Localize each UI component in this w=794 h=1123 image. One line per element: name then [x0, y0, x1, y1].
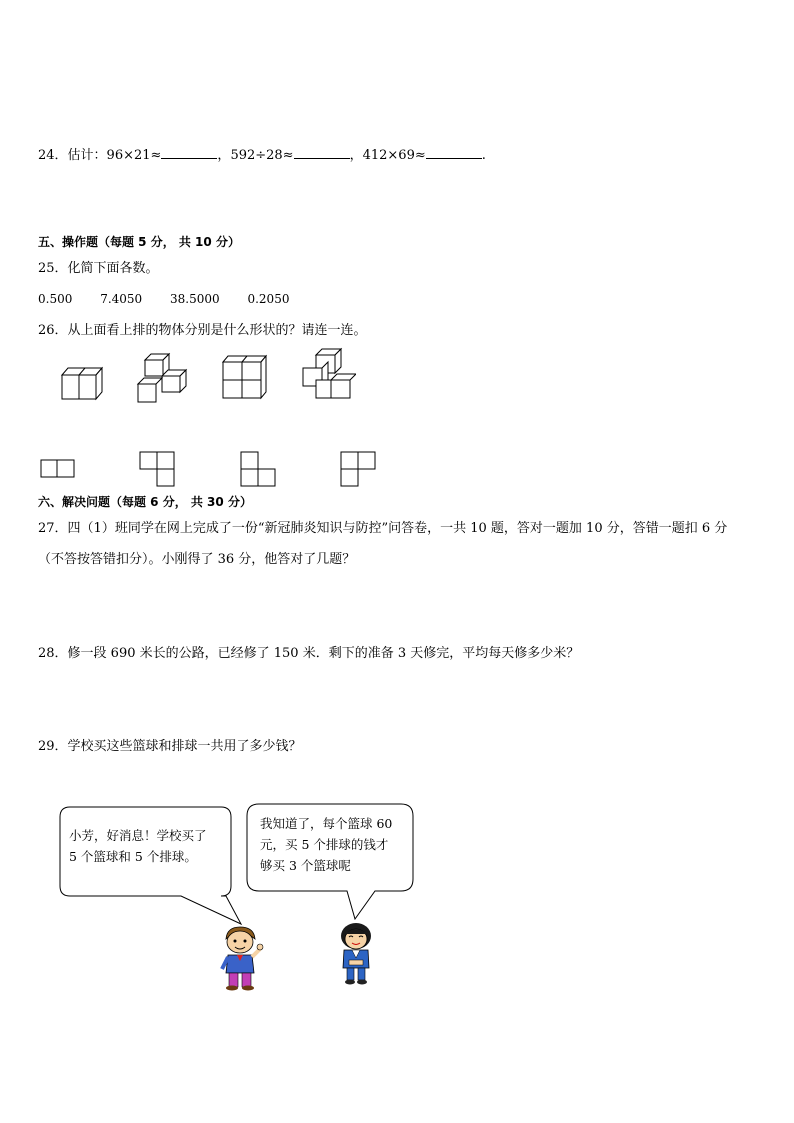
speech-line: 够买 3 个篮球呢 [260, 858, 351, 873]
speech-bubble-left-text [69, 825, 207, 867]
top-view-option-4 [340, 451, 378, 487]
question-27-line-2: （不答按答错扣分）。小刚得了 36 分，他答对了几题？ [38, 552, 356, 567]
question-27-line-1: 27．四（1）班同学在网上完成了一份“新冠肺炎知识与防控”问答卷，一共 10 题，答对一题加 10 分，答错一题扣 6 分 [38, 521, 728, 536]
speech-line: 元，买 5 个排球的钱才 [260, 837, 389, 852]
top-view-option-1 [40, 459, 76, 479]
top-view-option-2 [139, 451, 177, 487]
question-26: 26．从上面看上排的物体分别是什么形状的？请连一连。 [38, 323, 367, 338]
q24-expr-2: 592÷28≈ [230, 148, 294, 163]
top-view-option-3 [240, 451, 278, 487]
q24-expr-3: 412×69≈ [362, 148, 426, 163]
question-25: 25．化简下面各数。 [38, 261, 159, 276]
answer-blank-1[interactable] [161, 146, 217, 159]
question-24 [38, 146, 486, 165]
answer-blank-2[interactable] [294, 146, 350, 159]
speech-bubble-right-text [260, 813, 392, 876]
boy-character-illustration [218, 925, 264, 991]
q25-number: 38.5000 [170, 292, 220, 306]
q24-end: . [481, 148, 486, 163]
question-28: 28．修一段 690 米长的公路，已经修了 150 米．剩下的准备 3 天修完，平均每天修多少米？ [38, 646, 580, 661]
answer-blank-3[interactable] [426, 146, 482, 159]
cube-figure-3 [218, 352, 270, 402]
q24-prefix: 24．估计： [38, 148, 107, 163]
cube-figure-4 [298, 346, 356, 402]
q25-number: 0.2050 [247, 292, 290, 306]
speech-line: 5 个篮球和 5 个排球。 [69, 849, 197, 864]
question-29: 29．学校买这些篮球和排球一共用了多少钱？ [38, 739, 302, 754]
q24-expr-1: 96×21≈ [106, 148, 162, 163]
q25-number: 0.500 [38, 292, 73, 306]
speech-line: 我知道了，每个篮球 60 [260, 816, 393, 831]
cube-figure-1 [50, 360, 110, 402]
q24-separator: ， [217, 148, 231, 163]
q25-number-list [38, 290, 313, 308]
section-6-title: 六、解决问题（每题 6 分， 共 30 分） [38, 495, 252, 509]
q24-separator: ， [349, 148, 363, 163]
girl-character-illustration [334, 922, 378, 986]
speech-line: 小芳，好消息！学校买了 [69, 828, 207, 843]
cube-figure-2 [133, 352, 191, 404]
q25-number: 7.4050 [100, 292, 143, 306]
section-5-title: 五、操作题（每题 5 分， 共 10 分） [38, 235, 240, 249]
